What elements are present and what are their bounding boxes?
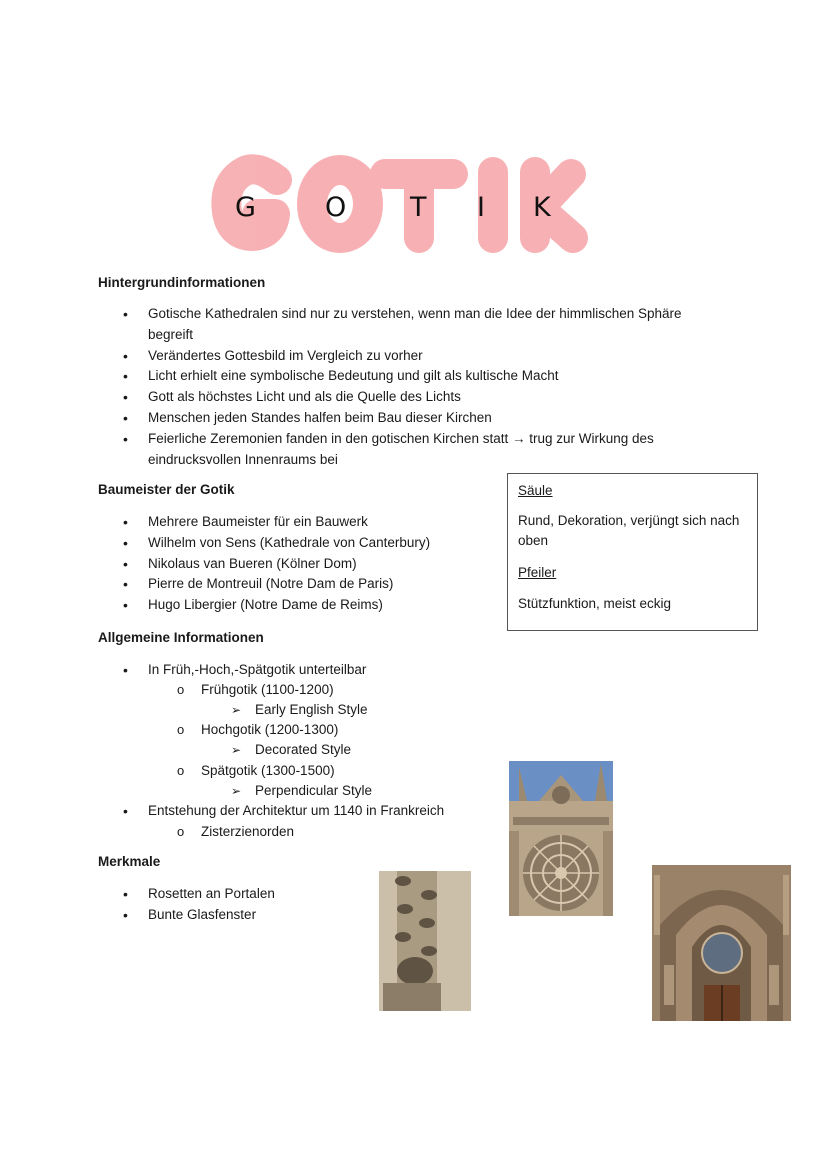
title-letter-o: O bbox=[325, 192, 347, 223]
sub-item-spaetgotik: o Spätgotik (1300-1500) bbox=[201, 761, 335, 781]
title-letter-i: I bbox=[477, 192, 485, 223]
list-item: • Feierliche Zeremonien fanden in den gotischen Kirchen statt → trug zur Wirkung des eindrucksvollen Innenraums bei bbox=[98, 429, 738, 471]
list-item: • Hugo Libergier (Notre Dame de Reims) bbox=[98, 595, 498, 616]
photo-column-detail bbox=[379, 871, 471, 1011]
list-item: • Entstehung der Architektur um 1140 in Frankreich bbox=[98, 801, 518, 822]
list-item: • Bunte Glasfenster bbox=[98, 905, 358, 926]
list-item: • Nikolaus van Bueren (Kölner Dom) bbox=[98, 554, 498, 575]
box-pfeiler-text: Stützfunktion, meist eckig bbox=[518, 596, 672, 611]
box-pfeiler-title: Pfeiler bbox=[518, 565, 557, 580]
list-allgemein-2 bbox=[98, 801, 518, 822]
heading-allgemein: Allgemeine Informationen bbox=[98, 630, 264, 645]
box-saeule-title: Säule bbox=[518, 483, 553, 498]
list-item: • Pierre de Montreuil (Notre Dam de Paris) bbox=[98, 574, 498, 595]
title-letter-g: G bbox=[235, 192, 256, 223]
list-item: • Mehrere Baumeister für ein Bauwerk bbox=[98, 512, 498, 533]
sub-item-zisterzienorden: o Zisterzienorden bbox=[201, 822, 294, 842]
list-allgemein-1 bbox=[98, 660, 498, 681]
circle-bullet: o bbox=[177, 824, 185, 839]
list-item: • Verändertes Gottesbild im Vergleich zu vorher bbox=[98, 346, 738, 367]
list-hintergrund bbox=[98, 304, 738, 470]
sub-item-perpendicular: ➢ Perpendicular Style bbox=[255, 781, 372, 801]
title-letter-t: T bbox=[410, 192, 427, 223]
list-item: • Gotische Kathedralen sind nur zu verstehen, wenn man die Idee der himmlischen Sphäre begreift bbox=[98, 304, 738, 346]
photo-rose-window bbox=[509, 761, 613, 916]
circle-bullet: o bbox=[177, 763, 185, 778]
sub-item-fruehgotik: o Frühgotik (1100-1200) bbox=[201, 680, 334, 700]
arrow-bullet-icon: ➢ bbox=[231, 743, 242, 757]
photo-cathedral-portal bbox=[652, 865, 791, 1021]
sub-item-hochgotik: o Hochgotik (1200-1300) bbox=[201, 720, 338, 740]
arrow-bullet-icon: ➢ bbox=[231, 703, 242, 717]
page-title bbox=[205, 150, 595, 260]
sub-item-decorated: ➢ Decorated Style bbox=[255, 740, 351, 760]
heading-merkmale: Merkmale bbox=[98, 854, 161, 869]
list-item: • Gott als höchstes Licht und als die Quelle des Lichts bbox=[98, 387, 738, 408]
sub-item-early-english: ➢ Early English Style bbox=[255, 700, 368, 720]
title-letter-k: K bbox=[533, 192, 551, 223]
list-item: • Wilhelm von Sens (Kathedrale von Canterbury) bbox=[98, 533, 498, 554]
arrow-bullet-icon: ➢ bbox=[231, 784, 242, 798]
info-box-saeule-pfeiler bbox=[507, 473, 758, 631]
heading-hintergrund: Hintergrundinformationen bbox=[98, 275, 266, 290]
list-item: • Licht erhielt eine symbolische Bedeutung und gilt als kultische Macht bbox=[98, 366, 738, 387]
circle-bullet: o bbox=[177, 682, 185, 697]
list-baumeister bbox=[98, 512, 498, 616]
list-item: • Menschen jeden Standes halfen beim Bau dieser Kirchen bbox=[98, 408, 738, 429]
box-saeule-text: Rund, Dekoration, verjüngt sich nach oben bbox=[518, 513, 740, 548]
list-item: • Rosetten an Portalen bbox=[98, 884, 358, 905]
list-item: • In Früh,-Hoch,-Spätgotik unterteilbar bbox=[98, 660, 498, 681]
list-merkmale bbox=[98, 884, 358, 926]
heading-baumeister: Baumeister der Gotik bbox=[98, 482, 235, 497]
title-graphic bbox=[205, 150, 595, 260]
circle-bullet: o bbox=[177, 722, 185, 737]
